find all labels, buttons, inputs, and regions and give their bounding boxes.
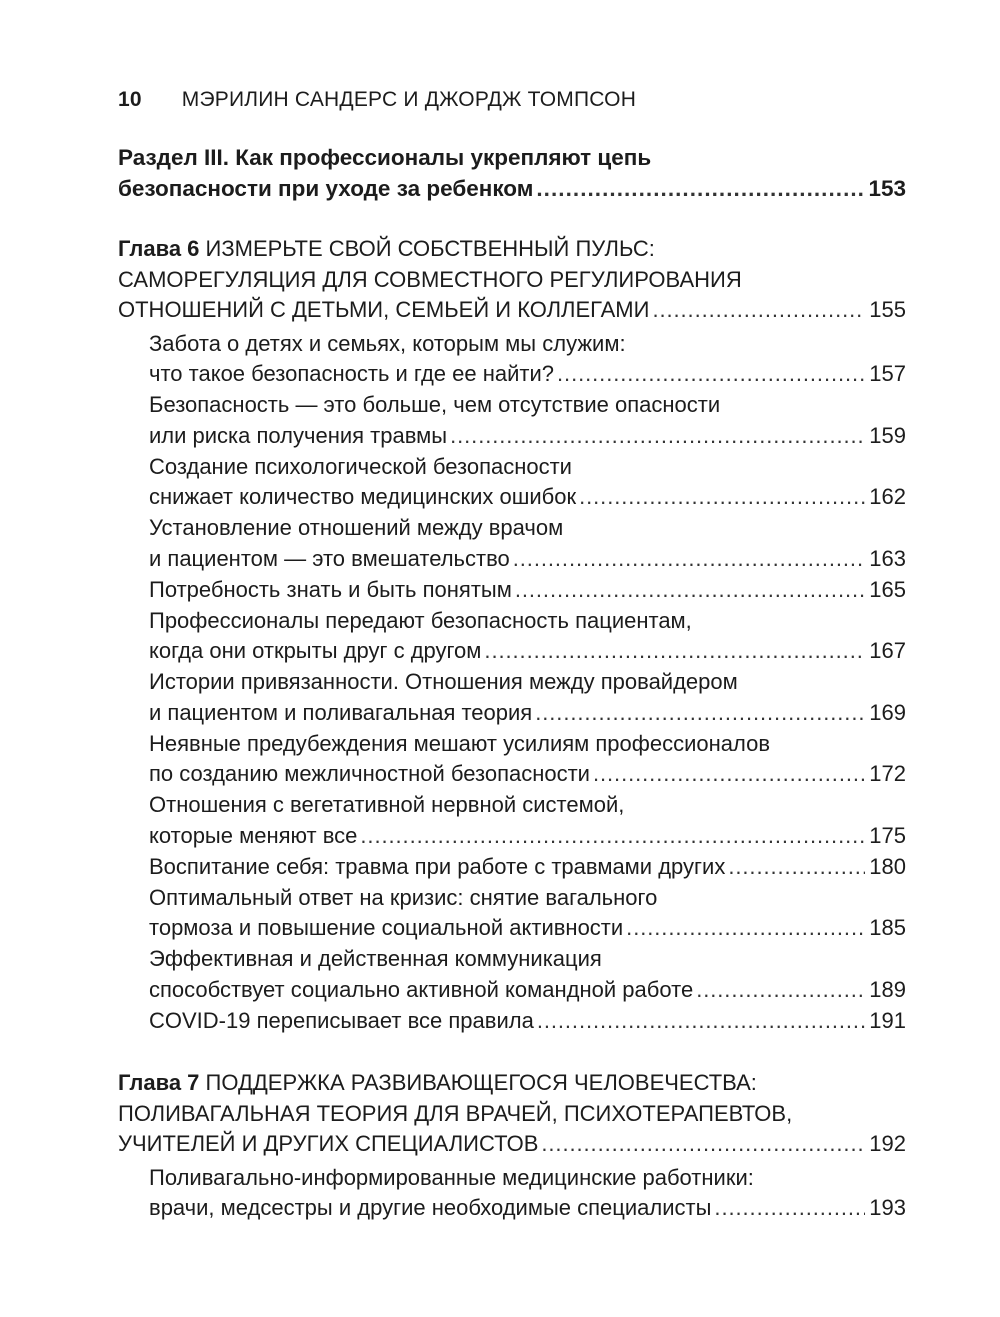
dot-leader	[593, 759, 865, 790]
chapter-title-line	[118, 295, 906, 326]
entry-page-number: 159	[869, 422, 906, 448]
entry-line1: Неявные предубеждения мешают усилиям профессионалов	[149, 730, 771, 756]
chapter-title-line	[118, 234, 906, 265]
chapter-title-line	[118, 1099, 906, 1130]
toc-entry	[149, 606, 906, 667]
chapter-title-line	[118, 1068, 906, 1099]
toc-section-3	[118, 143, 906, 204]
toc-section-title-line	[118, 143, 906, 174]
entry-line1: Отношения с вегетативной нервной системой,	[149, 792, 625, 817]
chapter-title-line	[118, 1129, 906, 1160]
chapter-title-line2: САМОРЕГУЛЯЦИЯ ДЛЯ СОВМЕСТНОГО РЕГУЛИРОВАНИЯ	[118, 266, 742, 292]
toc-entry	[149, 329, 906, 390]
toc-entry	[149, 852, 906, 883]
chapter-title-line2: ПОЛИВАГАЛЬНАЯ ТЕОРИЯ ДЛЯ ВРАЧЕЙ, ПСИХОТЕРАПЕВТОВ,	[118, 1100, 793, 1126]
toc-entry	[149, 729, 906, 790]
entry-line2: которые меняют все	[149, 822, 358, 848]
dot-leader	[652, 295, 865, 326]
dot-leader	[579, 482, 865, 513]
entry-line1: Оптимальный ответ на кризис: снятие вагального	[149, 884, 658, 910]
entry-page-number: 157	[869, 361, 906, 386]
toc-entry	[149, 513, 906, 574]
entry-line2: и пациентом — это вмешательство	[149, 545, 510, 571]
chapter-label: Глава 7	[118, 1070, 200, 1095]
section-title-line1: Раздел III. Как профессионалы укрепляют цепь	[118, 145, 652, 170]
chapter-7-entries	[118, 1163, 906, 1224]
entry-page-number: 169	[869, 699, 906, 725]
entry-line2: когда они открыты друг с другом	[149, 638, 482, 663]
entry-line2: снижает количество медицинских ошибок	[149, 484, 577, 509]
chapter-title-line3: УЧИТЕЛЕЙ И ДРУГИХ СПЕЦИАЛИСТОВ	[118, 1131, 539, 1156]
entry-line2: Потребность знать и быть понятым	[149, 576, 512, 602]
entry-line2: COVID-19 переписывает все правила	[149, 1007, 534, 1033]
toc-entry	[149, 452, 906, 513]
entry-line2: и пациентом и поливагальная теория	[149, 699, 533, 725]
entry-page-number: 180	[869, 853, 906, 879]
toc-chapter-7	[118, 1068, 906, 1224]
entry-page-number: 172	[869, 761, 906, 786]
dot-leader	[541, 1129, 865, 1160]
entry-page-number: 163	[869, 545, 906, 571]
dot-leader	[450, 421, 865, 452]
entry-line1: Установление отношений между врачом	[149, 515, 564, 540]
entry-line1: Эффективная и действенная коммуникация	[149, 946, 602, 971]
entry-page-number: 191	[869, 1007, 906, 1033]
entry-page-number: 189	[869, 976, 906, 1002]
entry-line1: Профессионалы передают безопасность пациентам,	[149, 607, 692, 633]
entry-line1: Поливагально-информированные медицинские работники:	[149, 1164, 754, 1190]
dot-leader	[484, 636, 865, 667]
dot-leader	[535, 698, 865, 729]
chapter-title-line1: ИЗМЕРЬТЕ СВОЙ СОБСТВЕННЫЙ ПУЛЬС:	[205, 236, 655, 261]
dot-leader	[714, 1193, 865, 1224]
entry-page-number: 193	[869, 1195, 906, 1220]
running-head-authors: МЭРИЛИН САНДЕРС И ДЖОРДЖ ТОМПСОН	[181, 88, 637, 111]
entry-page-number: 175	[869, 822, 906, 848]
toc-entry	[149, 944, 906, 1005]
dot-leader	[513, 544, 866, 575]
toc-entry	[149, 667, 906, 728]
dot-leader	[515, 575, 865, 606]
entry-page-number: 165	[869, 576, 906, 602]
entry-line1: Истории привязанности. Отношения между провайдером	[149, 669, 738, 694]
dot-leader	[360, 821, 865, 852]
toc-entry	[149, 1006, 906, 1037]
entry-line2: Воспитание себя: травма при работе с травмами других	[149, 853, 726, 879]
toc-entry	[149, 575, 906, 606]
entry-page-number: 162	[869, 484, 906, 509]
entry-line2: тормоза и повышение социальной активности	[149, 915, 624, 940]
entry-line2: что такое безопасность и где ее найти?	[149, 361, 555, 386]
toc-entry	[149, 790, 906, 851]
toc-entry	[149, 390, 906, 451]
chapter-page-number: 192	[869, 1131, 906, 1156]
entry-line2: по созданию межличностной безопасности	[149, 761, 590, 786]
section-title-line2: безопасности при уходе за ребенком	[118, 175, 534, 201]
chapter-page-number: 155	[869, 297, 906, 322]
chapter-title-line	[118, 265, 906, 296]
entry-line1: Забота о детях и семьях, которым мы служим:	[149, 330, 626, 356]
chapter-label: Глава 6	[118, 236, 200, 261]
entry-page-number: 167	[869, 638, 906, 663]
entry-line1: Безопасность — это больше, чем отсутствие опасности	[149, 392, 721, 417]
dot-leader	[728, 852, 865, 883]
dot-leader	[536, 174, 864, 205]
chapter-title-line1: ПОДДЕРЖКА РАЗВИВАЮЩЕГОСЯ ЧЕЛОВЕЧЕСТВА:	[205, 1070, 757, 1095]
dot-leader	[626, 913, 865, 944]
entry-line2: способствует социально активной командной работе	[149, 976, 694, 1002]
running-head	[118, 88, 636, 112]
toc-chapter-6	[118, 234, 906, 1036]
dot-leader	[537, 1006, 865, 1037]
entry-line2: или риска получения травмы	[149, 422, 448, 448]
page-number: 10	[118, 88, 142, 111]
entry-page-number: 185	[869, 915, 906, 940]
entry-line2: врачи, медсестры и другие необходимые специалисты	[149, 1195, 712, 1220]
entry-line1: Создание психологической безопасности	[149, 453, 572, 479]
toc-section-title-line	[118, 174, 906, 205]
toc-entry	[149, 883, 906, 944]
table-of-contents	[118, 143, 906, 1224]
chapter-title-line3: ОТНОШЕНИЙ С ДЕТЬМИ, СЕМЬЕЙ И КОЛЛЕГАМИ	[118, 297, 650, 322]
dot-leader	[557, 359, 865, 390]
dot-leader	[696, 975, 865, 1006]
section-page-number: 153	[868, 175, 906, 201]
chapter-6-entries	[118, 329, 906, 1037]
toc-entry	[149, 1163, 906, 1224]
